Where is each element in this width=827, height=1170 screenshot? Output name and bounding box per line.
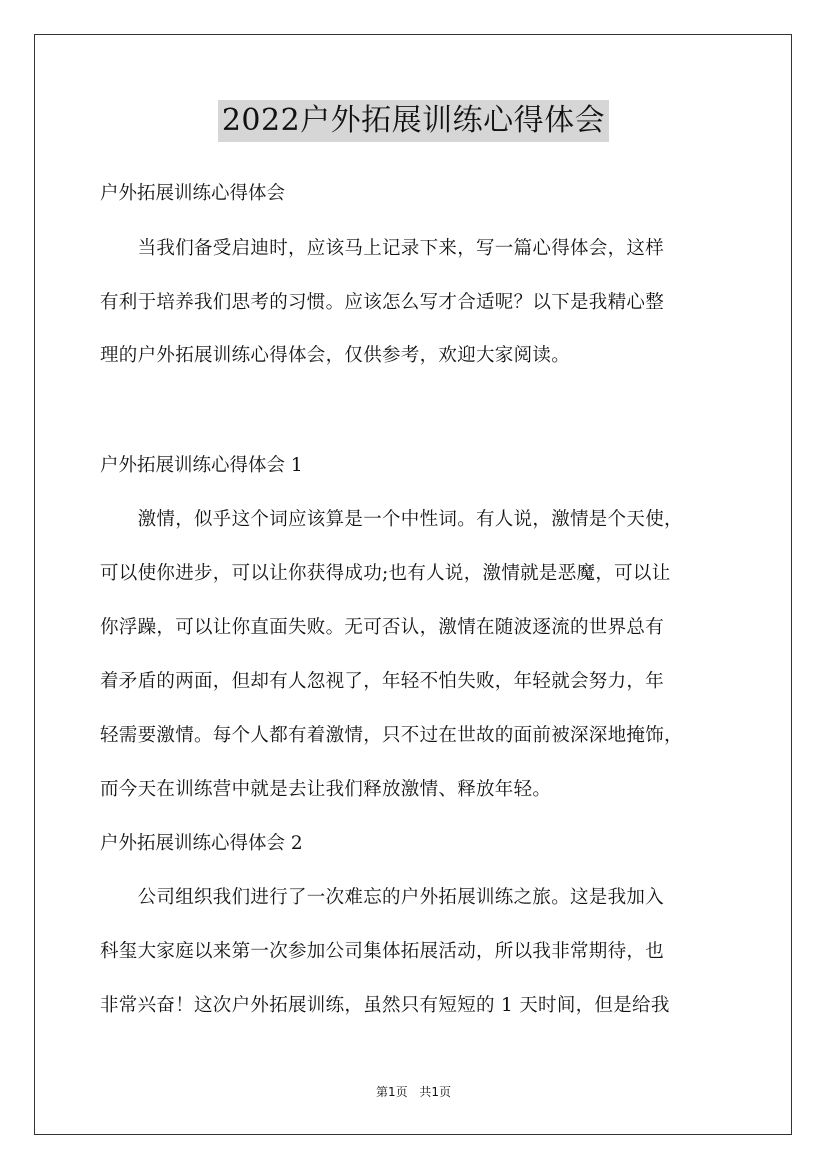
section1-heading: 户外拓展训练心得体会 1 — [100, 455, 303, 476]
section2-heading: 户外拓展训练心得体会 2 — [100, 833, 303, 854]
document-subtitle: 户外拓展训练心得体会 — [100, 183, 286, 204]
section1-line: 可以使你进步，可以让你获得成功;也有人说，激情就是恶魔，可以让 — [100, 563, 671, 584]
section2-line: 科玺大家庭以来第一次参加公司集体拓展活动，所以我非常期待，也 — [100, 941, 665, 962]
section1-line: 激情，似乎这个词应该算是一个中性词。有人说，激情是个天使， — [100, 509, 683, 530]
document-title: 2022户外拓展训练心得体会 — [218, 100, 609, 142]
page-number-current: 第1页 — [375, 1085, 408, 1099]
title-container — [0, 100, 827, 142]
intro-line: 当我们备受启迪时，应该马上记录下来，写一篇心得体会，这样 — [100, 238, 665, 259]
section2-line: 公司组织我们进行了一次难忘的户外拓展训练之旅。这是我加入 — [100, 887, 665, 908]
intro-line: 有利于培养我们思考的习惯。应该怎么写才合适呢？以下是我精心整 — [100, 292, 665, 313]
section1-line: 而今天在训练营中就是去让我们释放激情、释放年轻。 — [100, 779, 552, 800]
page-footer — [0, 1083, 827, 1100]
section1-line: 你浮躁，可以让你直面失败。无可否认，激情在随波逐流的世界总有 — [100, 617, 665, 638]
intro-line: 理的户外拓展训练心得体会，仅供参考，欢迎大家阅读。 — [100, 345, 571, 366]
section1-line: 轻需要激情。每个人都有着激情，只不过在世故的面前被深深地掩饰， — [100, 725, 683, 746]
section2-line: 非常兴奋！这次户外拓展训练，虽然只有短短的 1 天时间，但是给我 — [100, 995, 670, 1016]
page-number-total: 共1页 — [419, 1085, 452, 1099]
section1-line: 着矛盾的两面，但却有人忽视了，年轻不怕失败，年轻就会努力，年 — [100, 671, 665, 692]
